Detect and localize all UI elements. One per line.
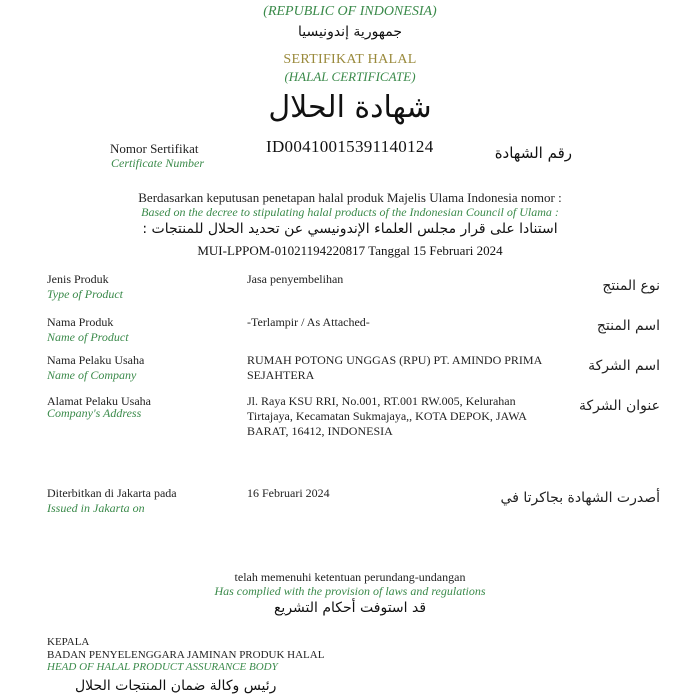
field-label-en: Issued in Jakarta on	[47, 501, 145, 515]
field-value: Jasa penyembelihan	[247, 272, 344, 286]
field-label-arabic: أصدرت الشهادة بجاكرتا في	[500, 490, 660, 506]
signatory-agency: BADAN PENYELENGGARA JAMINAN PRODUK HALAL	[47, 649, 325, 661]
compliance-text-en: Has complied with the provision of laws and regulations	[214, 584, 486, 598]
decree-number: MUI-LPPOM-01021194220817 Tanggal 15 Februari 2024	[197, 243, 503, 258]
certificate-title: SERTIFIKAT HALAL	[283, 52, 417, 67]
decree-text-en: Based on the decree to stipulating halal products of the Indonesian Council of Ulama :	[141, 205, 559, 219]
field-label-arabic: اسم الشركة	[588, 358, 660, 374]
signatory-title: KEPALA	[47, 636, 90, 648]
republic-arabic-text: جمهورية إندونيسيا	[297, 24, 403, 40]
field-label-en: Name of Company	[47, 368, 137, 382]
certificate-number-label-en: Certificate Number	[111, 156, 204, 170]
signatory-agency-en: HEAD OF HALAL PRODUCT ASSURANCE BODY	[47, 661, 278, 673]
republic-text: (REPUBLIC OF INDONESIA)	[263, 4, 437, 19]
field-label: Alamat Pelaku Usaha	[47, 394, 151, 408]
field-label: Nama Pelaku Usaha	[47, 353, 145, 367]
compliance-text-arabic: قد استوفت أحكام التشريع	[273, 600, 427, 616]
field-label-en: Type of Product	[47, 287, 123, 301]
field-value: RUMAH POTONG UNGGAS (RPU) PT. AMINDO PRIMA SEJAHTERA	[247, 353, 542, 382]
field-label-arabic: عنوان الشركة	[579, 398, 660, 414]
compliance-text: telah memenuhi ketentuan perundang-undangan	[234, 570, 466, 584]
field-label-arabic: نوع المنتج	[602, 278, 660, 294]
field-label: Jenis Produk	[47, 272, 109, 286]
field-value: Jl. Raya KSU RRI, No.001, RT.001 RW.005, Kelurahan Tirtajaya, Kecamatan Sukmajaya,, KOTA DEPOK, JAWA BARAT, 16412, INDONESIA	[247, 394, 527, 438]
field-label: Diterbitkan di Jakarta pada	[47, 486, 177, 500]
field-value: -Terlampir / As Attached-	[247, 315, 370, 329]
certificate-number-label-arabic: رقم الشهادة	[494, 144, 572, 162]
field-label-en: Name of Product	[47, 330, 129, 344]
decree-text: Berdasarkan keputusan penetapan halal produk Majelis Ulama Indonesia nomor :	[138, 190, 562, 205]
certificate-title-arabic: شهادة الحلال	[268, 90, 432, 125]
field-label-arabic: اسم المنتج	[596, 318, 660, 334]
field-value: 16 Februari 2024	[247, 486, 330, 500]
certificate-title-en: (HALAL CERTIFICATE)	[284, 69, 416, 84]
decree-text-arabic: استنادا على قرار مجلس العلماء الإندونيسي عن تحديد الحلال للمنتجات :	[142, 221, 558, 237]
signatory-agency-arabic: رئيس وكالة ضمان المنتجات الحلال	[75, 678, 277, 694]
field-label-en: Company's Address	[47, 406, 142, 420]
field-label: Nama Produk	[47, 315, 114, 329]
certificate-number: ID00410015391140124	[266, 137, 434, 156]
certificate-number-label: Nomor Sertifikat	[110, 141, 199, 156]
